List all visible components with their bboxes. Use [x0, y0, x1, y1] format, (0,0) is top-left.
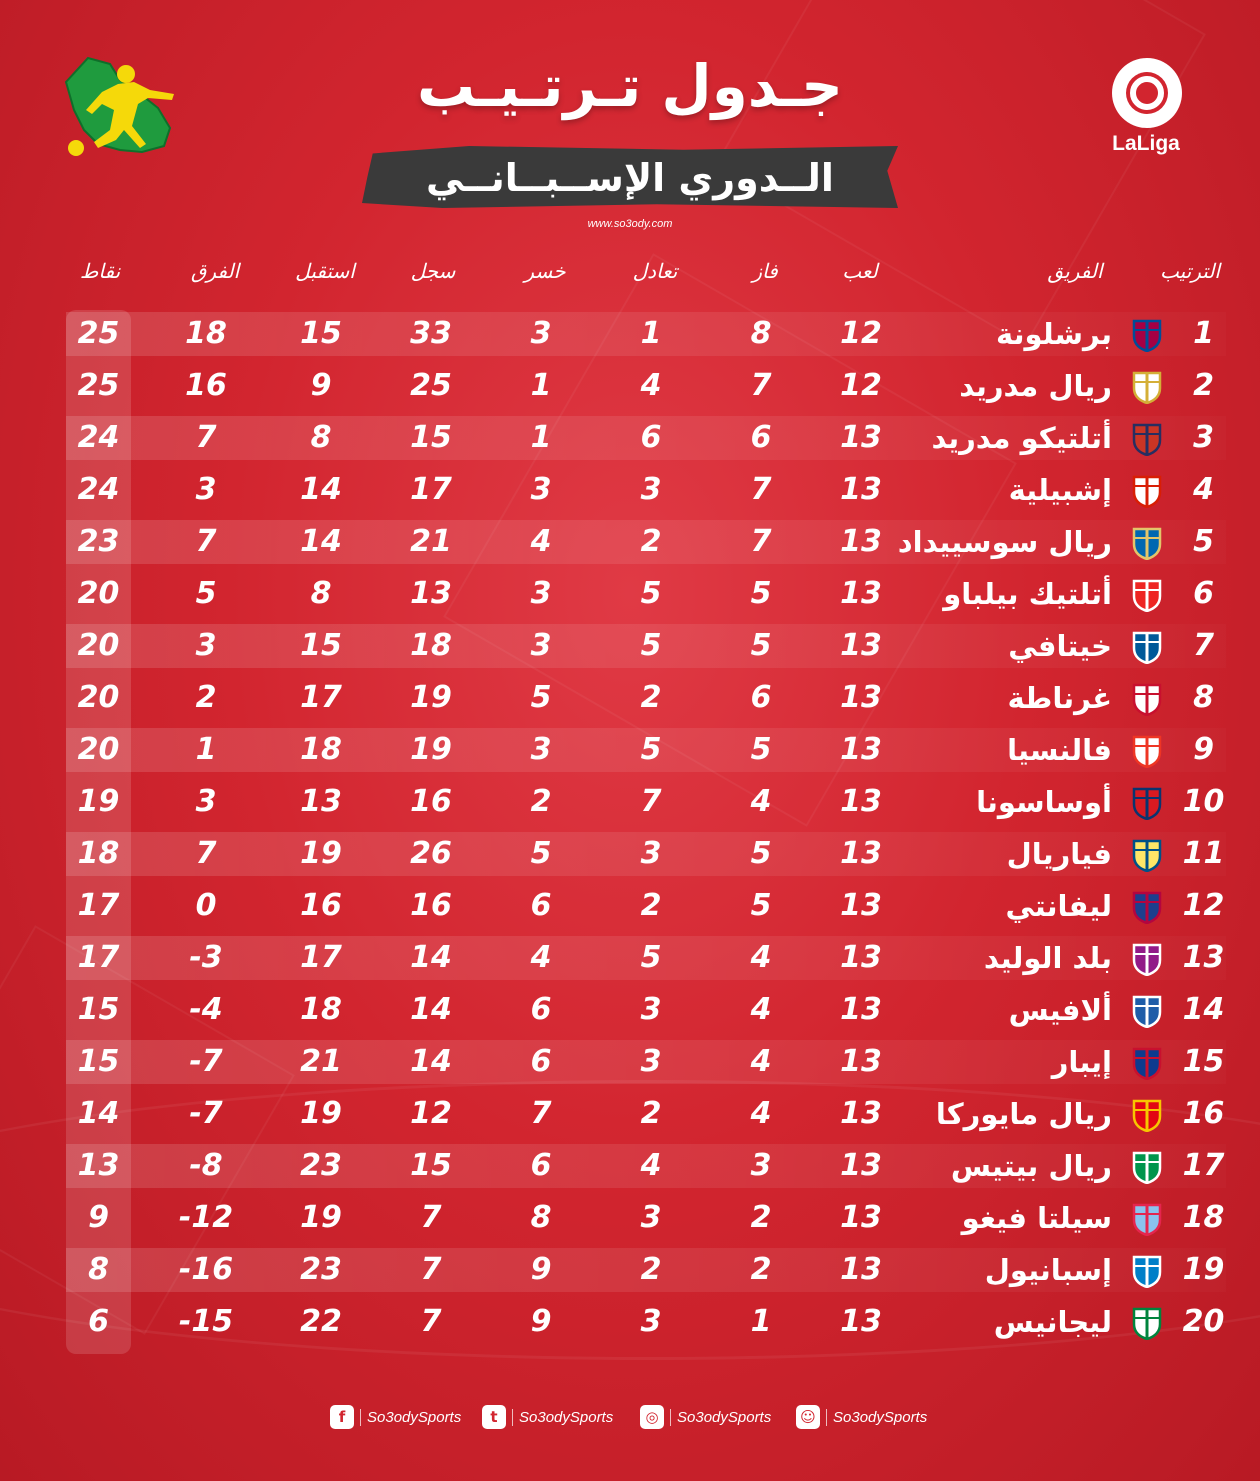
drawn-cell: 1	[640, 316, 662, 351]
table-row	[66, 832, 1226, 876]
page-subtitle: الــدوري الإســبــانــي	[426, 156, 834, 200]
social-handle: So3odySports	[360, 1409, 461, 1426]
so3ody-logo-icon	[58, 52, 180, 162]
lost-cell: 4	[530, 940, 552, 975]
played-cell: 13	[840, 1304, 882, 1339]
won-cell: 7	[750, 472, 772, 507]
points-cell: 20	[77, 680, 120, 715]
won-cell: 4	[750, 992, 772, 1027]
played-cell: 13	[840, 680, 882, 715]
won-cell: 4	[750, 940, 772, 975]
lost-cell: 6	[530, 888, 552, 923]
played-cell: 13	[840, 628, 882, 663]
rank-cell: 10	[1182, 784, 1225, 819]
social-handle: So3odySports	[826, 1409, 927, 1426]
gf-cell: 18	[410, 628, 452, 663]
betis-crest-icon	[1130, 1150, 1164, 1184]
played-cell: 13	[840, 732, 882, 767]
points-cell: 20	[77, 732, 120, 767]
espanyol-crest-icon	[1130, 1254, 1164, 1288]
points-cell: 15	[77, 992, 120, 1027]
team-name: ليفانتي	[1005, 889, 1112, 923]
table-row	[66, 884, 1226, 928]
gf-cell: 19	[410, 732, 452, 767]
played-cell: 13	[840, 1252, 882, 1287]
laliga-ball-icon	[1112, 58, 1182, 128]
points-cell: 19	[77, 784, 120, 819]
gf-cell: 16	[410, 888, 452, 923]
real-madrid-crest-icon	[1130, 370, 1164, 404]
lost-cell: 3	[530, 732, 552, 767]
gd-cell: 3	[195, 472, 217, 507]
rank-cell: 6	[1193, 576, 1214, 611]
ga-cell: 16	[300, 888, 342, 923]
header-rank: الترتيب	[1160, 259, 1220, 283]
drawn-cell: 3	[640, 1044, 662, 1079]
drawn-cell: 2	[640, 1096, 662, 1131]
team-name: ريال سوسييداد	[897, 525, 1112, 559]
points-cell: 6	[88, 1304, 109, 1339]
played-cell: 13	[840, 1148, 882, 1183]
gd-cell: 2	[195, 680, 217, 715]
real-sociedad-crest-icon	[1130, 526, 1164, 560]
drawn-cell: 7	[640, 784, 662, 819]
team-name: ريال بيتيس	[950, 1149, 1112, 1183]
lost-cell: 1	[530, 420, 552, 455]
points-cell: 15	[77, 1044, 120, 1079]
ga-cell: 23	[300, 1148, 342, 1183]
lost-cell: 3	[530, 628, 552, 663]
ga-cell: 8	[310, 420, 332, 455]
points-cell: 14	[77, 1096, 120, 1131]
won-cell: 4	[750, 1044, 772, 1079]
team-name: فالنسيا	[1007, 733, 1112, 767]
table-row	[66, 520, 1226, 564]
gd-cell: -12	[178, 1200, 234, 1235]
gf-cell: 16	[410, 784, 452, 819]
athletic-bilbao-crest-icon	[1130, 578, 1164, 612]
gf-cell: 7	[420, 1200, 442, 1235]
table-row	[66, 416, 1226, 460]
gd-cell: 7	[195, 420, 217, 455]
ga-cell: 23	[300, 1252, 342, 1287]
gd-cell: 16	[185, 368, 227, 403]
rank-cell: 17	[1182, 1148, 1225, 1183]
drawn-cell: 3	[640, 472, 662, 507]
played-cell: 13	[840, 524, 882, 559]
drawn-cell: 4	[640, 1148, 662, 1183]
snapchat-icon: ☺	[796, 1405, 820, 1429]
table-row	[66, 780, 1226, 824]
header-lost: خسر	[524, 259, 566, 283]
won-cell: 6	[750, 680, 772, 715]
lost-cell: 6	[530, 992, 552, 1027]
points-cell: 9	[88, 1200, 109, 1235]
laliga-logo	[1104, 58, 1188, 164]
team-name: ريال مايوركا	[935, 1097, 1112, 1131]
gd-cell: -7	[189, 1044, 223, 1079]
page-title: جـدول تـرتـيـب	[417, 52, 843, 120]
gf-cell: 7	[420, 1252, 442, 1287]
gd-cell: 18	[185, 316, 227, 351]
facebook-icon: f	[330, 1405, 354, 1429]
lost-cell: 9	[530, 1252, 552, 1287]
table-row	[66, 572, 1226, 616]
drawn-cell: 3	[640, 992, 662, 1027]
table-row	[66, 1040, 1226, 1084]
won-cell: 8	[750, 316, 772, 351]
gd-cell: -16	[178, 1252, 234, 1287]
points-cell: 25	[77, 368, 120, 403]
played-cell: 12	[840, 368, 882, 403]
gd-cell: 3	[195, 628, 217, 663]
team-name: ريال مدريد	[959, 369, 1112, 403]
header-ga: استقبل	[295, 259, 355, 283]
gf-cell: 25	[410, 368, 452, 403]
header-drawn: تعادل	[632, 259, 678, 283]
team-name: إشبيلية	[1008, 473, 1112, 507]
table-row	[66, 1092, 1226, 1136]
lost-cell: 3	[530, 472, 552, 507]
drawn-cell: 2	[640, 888, 662, 923]
played-cell: 12	[840, 316, 882, 351]
osasuna-crest-icon	[1130, 786, 1164, 820]
rank-cell: 8	[1193, 680, 1214, 715]
social-link[interactable]	[330, 1400, 461, 1434]
gf-cell: 14	[410, 1044, 452, 1079]
team-name: خيتافي	[1008, 629, 1112, 663]
gd-cell: 0	[195, 888, 217, 923]
ga-cell: 18	[300, 992, 342, 1027]
team-name: سيلتا فيغو	[961, 1201, 1112, 1235]
lost-cell: 6	[530, 1044, 552, 1079]
table-row	[66, 1248, 1226, 1292]
gf-cell: 14	[410, 940, 452, 975]
played-cell: 13	[840, 836, 882, 871]
rank-cell: 5	[1193, 524, 1214, 559]
gf-cell: 13	[410, 576, 452, 611]
won-cell: 7	[750, 368, 772, 403]
lost-cell: 4	[530, 524, 552, 559]
won-cell: 2	[750, 1252, 772, 1287]
rank-cell: 16	[1182, 1096, 1225, 1131]
table-row	[66, 624, 1226, 668]
table-row	[66, 1144, 1226, 1188]
won-cell: 4	[750, 784, 772, 819]
laliga-logo-text: LaLiga	[1112, 132, 1180, 155]
team-name: أتلتيكو مدريد	[931, 421, 1112, 455]
gf-cell: 12	[410, 1096, 452, 1131]
alaves-crest-icon	[1130, 994, 1164, 1028]
team-name: إيبار	[1051, 1045, 1112, 1079]
gf-cell: 15	[410, 1148, 452, 1183]
rank-cell: 15	[1182, 1044, 1225, 1079]
gd-cell: 3	[195, 784, 217, 819]
ga-cell: 15	[300, 316, 342, 351]
won-cell: 1	[750, 1304, 772, 1339]
lost-cell: 6	[530, 1148, 552, 1183]
rank-cell: 2	[1193, 368, 1214, 403]
social-handle: So3odySports	[670, 1409, 771, 1426]
played-cell: 13	[840, 784, 882, 819]
gf-cell: 26	[410, 836, 452, 871]
gf-cell: 7	[420, 1304, 442, 1339]
team-name: برشلونة	[996, 317, 1112, 351]
drawn-cell: 6	[640, 420, 662, 455]
rank-cell: 1	[1193, 316, 1214, 351]
drawn-cell: 5	[640, 732, 662, 767]
rank-cell: 19	[1182, 1252, 1225, 1287]
won-cell: 3	[750, 1148, 772, 1183]
drawn-cell: 5	[640, 940, 662, 975]
table-row	[66, 1300, 1226, 1344]
played-cell: 13	[840, 420, 882, 455]
team-name: أتلتيك بيلباو	[943, 577, 1112, 611]
played-cell: 13	[840, 1200, 882, 1235]
header-points: نقاط	[79, 259, 121, 283]
gf-cell: 33	[410, 316, 452, 351]
points-cell: 13	[77, 1148, 120, 1183]
gf-cell: 15	[410, 420, 452, 455]
table-row	[66, 936, 1226, 980]
gf-cell: 19	[410, 680, 452, 715]
ga-cell: 9	[310, 368, 332, 403]
ga-cell: 21	[300, 1044, 342, 1079]
team-name: فياريال	[1006, 837, 1112, 871]
gd-cell: -8	[189, 1148, 223, 1183]
atletico-madrid-crest-icon	[1130, 422, 1164, 456]
played-cell: 13	[840, 940, 882, 975]
rank-cell: 13	[1182, 940, 1225, 975]
points-cell: 20	[77, 576, 120, 611]
table-row	[66, 364, 1226, 408]
points-cell: 17	[77, 940, 120, 975]
eibar-crest-icon	[1130, 1046, 1164, 1080]
played-cell: 13	[840, 992, 882, 1027]
table-row	[66, 988, 1226, 1032]
header-won: فاز	[752, 259, 778, 283]
team-name: بلد الوليد	[983, 941, 1112, 975]
lost-cell: 5	[530, 836, 552, 871]
gf-cell: 21	[410, 524, 452, 559]
granada-crest-icon	[1130, 682, 1164, 716]
drawn-cell: 3	[640, 836, 662, 871]
table-row	[66, 312, 1226, 356]
ga-cell: 19	[300, 1096, 342, 1131]
barcelona-crest-icon	[1130, 318, 1164, 352]
played-cell: 13	[840, 888, 882, 923]
drawn-cell: 4	[640, 368, 662, 403]
valladolid-crest-icon	[1130, 942, 1164, 976]
ga-cell: 17	[300, 940, 342, 975]
instagram-icon: ◎	[640, 1405, 664, 1429]
team-name: ليجانيس	[993, 1305, 1112, 1339]
celta-crest-icon	[1130, 1202, 1164, 1236]
points-cell: 24	[77, 420, 120, 455]
gd-cell: -15	[178, 1304, 234, 1339]
ga-cell: 14	[300, 524, 342, 559]
played-cell: 13	[840, 1044, 882, 1079]
gf-cell: 14	[410, 992, 452, 1027]
getafe-crest-icon	[1130, 630, 1164, 664]
mallorca-crest-icon	[1130, 1098, 1164, 1132]
points-cell: 20	[77, 628, 120, 663]
table-row	[66, 728, 1226, 772]
ga-cell: 14	[300, 472, 342, 507]
lost-cell: 2	[530, 784, 552, 819]
lost-cell: 1	[530, 368, 552, 403]
ga-cell: 18	[300, 732, 342, 767]
gd-cell: -4	[189, 992, 223, 1027]
team-name: ألافيس	[1008, 993, 1112, 1027]
website-url: www.so3ody.com	[587, 218, 673, 230]
won-cell: 2	[750, 1200, 772, 1235]
social-link[interactable]	[796, 1400, 927, 1434]
played-cell: 13	[840, 472, 882, 507]
gd-cell: 5	[195, 576, 217, 611]
social-handle: So3odySports	[512, 1409, 613, 1426]
table-row	[66, 1196, 1226, 1240]
ga-cell: 19	[300, 836, 342, 871]
drawn-cell: 5	[640, 628, 662, 663]
points-cell: 17	[77, 888, 120, 923]
drawn-cell: 2	[640, 524, 662, 559]
rank-cell: 9	[1193, 732, 1214, 767]
header-gf: سجل	[410, 259, 456, 283]
social-link[interactable]	[482, 1400, 613, 1434]
drawn-cell: 3	[640, 1200, 662, 1235]
points-cell: 18	[77, 836, 120, 871]
gd-cell: 7	[195, 524, 217, 559]
lost-cell: 8	[530, 1200, 552, 1235]
drawn-cell: 3	[640, 1304, 662, 1339]
rank-cell: 4	[1193, 472, 1214, 507]
gd-cell: -7	[189, 1096, 223, 1131]
played-cell: 13	[840, 576, 882, 611]
gf-cell: 17	[410, 472, 452, 507]
rank-cell: 3	[1193, 420, 1214, 455]
gd-cell: 7	[195, 836, 217, 871]
rank-cell: 18	[1182, 1200, 1225, 1235]
drawn-cell: 5	[640, 576, 662, 611]
lost-cell: 3	[530, 576, 552, 611]
lost-cell: 5	[530, 680, 552, 715]
points-cell: 8	[88, 1252, 109, 1287]
rank-cell: 7	[1193, 628, 1214, 663]
lost-cell: 3	[530, 316, 552, 351]
levante-crest-icon	[1130, 890, 1164, 924]
header-gd: الفرق	[190, 259, 240, 283]
header-played: لعب	[842, 259, 878, 283]
rank-cell: 20	[1182, 1304, 1225, 1339]
table-row	[66, 468, 1226, 512]
won-cell: 4	[750, 1096, 772, 1131]
team-name: غرناطة	[1007, 681, 1112, 715]
table-row	[66, 676, 1226, 720]
lost-cell: 9	[530, 1304, 552, 1339]
won-cell: 6	[750, 420, 772, 455]
rank-cell: 11	[1182, 836, 1225, 871]
ga-cell: 13	[300, 784, 342, 819]
ga-cell: 17	[300, 680, 342, 715]
points-cell: 25	[77, 316, 120, 351]
ga-cell: 19	[300, 1200, 342, 1235]
leganes-crest-icon	[1130, 1306, 1164, 1340]
sevilla-crest-icon	[1130, 474, 1164, 508]
team-name: إسبانيول	[984, 1253, 1112, 1287]
rank-cell: 12	[1182, 888, 1225, 923]
lost-cell: 7	[530, 1096, 552, 1131]
won-cell: 5	[750, 888, 772, 923]
twitter-icon: t	[482, 1405, 506, 1429]
won-cell: 5	[750, 836, 772, 871]
valencia-crest-icon	[1130, 734, 1164, 768]
won-cell: 7	[750, 524, 772, 559]
drawn-cell: 2	[640, 1252, 662, 1287]
ga-cell: 22	[300, 1304, 342, 1339]
played-cell: 13	[840, 1096, 882, 1131]
gd-cell: -3	[189, 940, 223, 975]
header-team: الفريق	[1047, 259, 1103, 283]
points-cell: 23	[77, 524, 120, 559]
ga-cell: 15	[300, 628, 342, 663]
villarreal-crest-icon	[1130, 838, 1164, 872]
social-link[interactable]	[640, 1400, 771, 1434]
gd-cell: 1	[195, 732, 217, 767]
ga-cell: 8	[310, 576, 332, 611]
rank-cell: 14	[1182, 992, 1225, 1027]
won-cell: 5	[750, 576, 772, 611]
points-cell: 24	[77, 472, 120, 507]
team-name: أوساسونا	[976, 785, 1112, 819]
drawn-cell: 2	[640, 680, 662, 715]
won-cell: 5	[750, 628, 772, 663]
won-cell: 5	[750, 732, 772, 767]
